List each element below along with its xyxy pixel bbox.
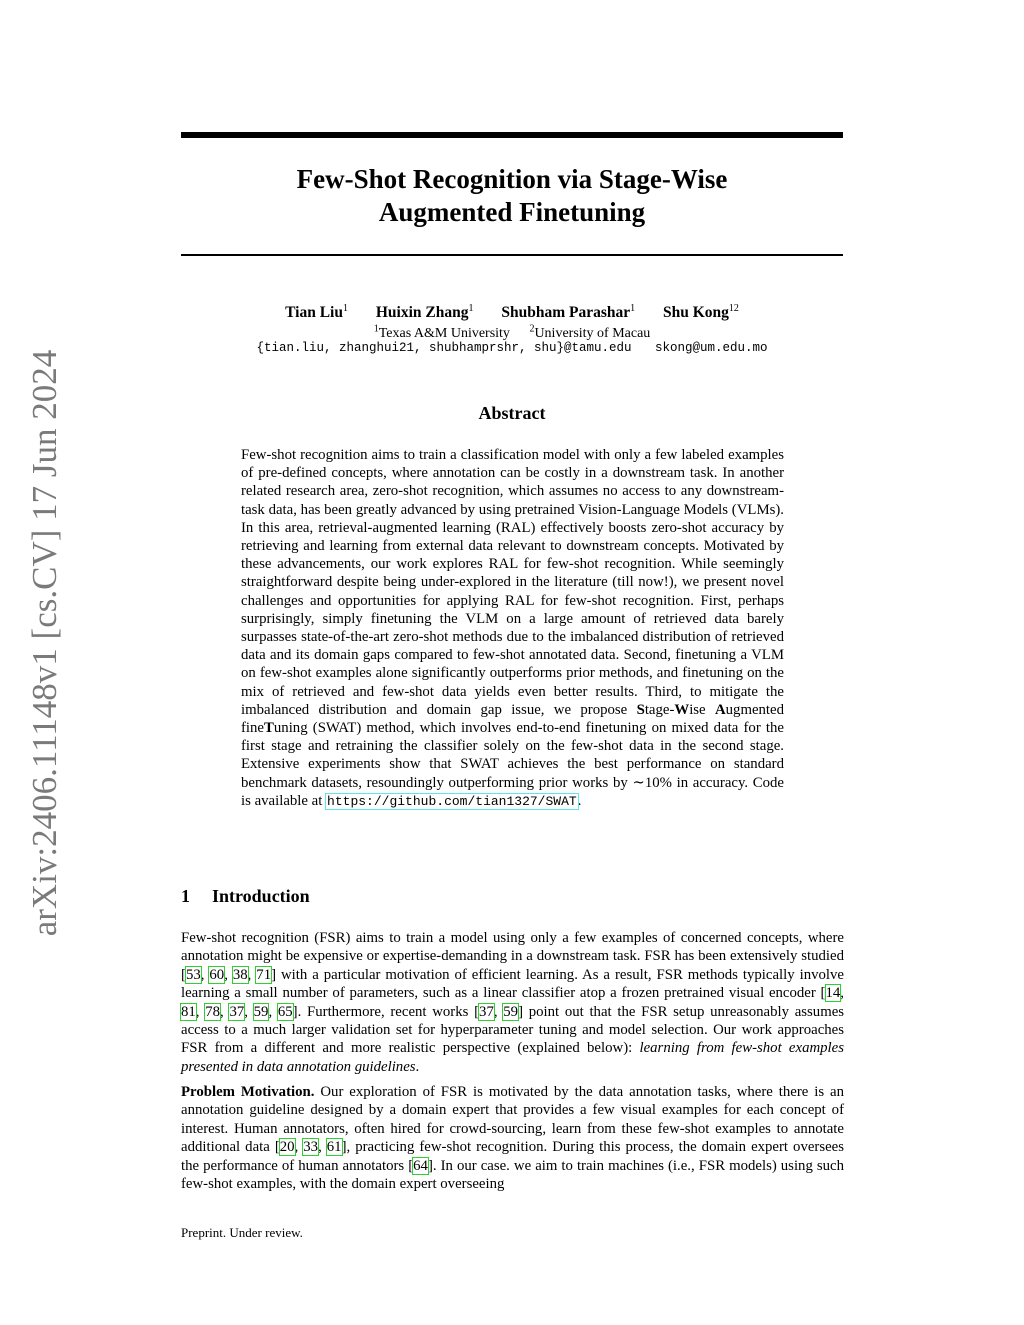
citation-link[interactable]: 33 bbox=[303, 1139, 319, 1156]
citation-link[interactable]: 59 bbox=[253, 1003, 269, 1020]
citation-link[interactable]: 59 bbox=[503, 1003, 519, 1020]
abstract-heading: Abstract bbox=[478, 403, 546, 423]
title-top-rule bbox=[181, 132, 843, 138]
title-line-2: Augmented Finetuning bbox=[378, 197, 646, 227]
title-bottom-rule bbox=[181, 254, 843, 256]
citation-link[interactable]: 60 bbox=[209, 966, 225, 983]
citation-link[interactable]: 53 bbox=[185, 966, 201, 983]
intro-paragraph: Few-shot recognition (FSR) aims to train a model using only a few examples of concerned concepts, where annotation might be expensive or expertise-demanding in a downstream task. FSR has been extensively studied [53, 60, 38, 71] with a particular motivation of efficient learning. As a result, FSR methods typically involve learning a small number of parameters, such as a linear classifier atop a frozen pretrained visual encoder [14, 81, 78, 37, 59, 65]. Furthermore, recent works [37, 59] point out that the FSR setup unreasonably assumes access to a much larger validation set for hyperparameter tuning and model selection. Our work approaches FSR from a different and more realistic perspective (explained below): learning from few-shot examples presented in data annotation guidelines. bbox=[181, 930, 845, 1075]
citation-link[interactable]: 71 bbox=[256, 966, 272, 983]
title-line-1: Few-Shot Recognition via Stage-Wise bbox=[296, 164, 728, 194]
affiliation: $^1$Texas A&M University bbox=[373, 323, 510, 341]
citation-link[interactable]: 37 bbox=[229, 1003, 245, 1020]
affiliation: $^2$University of Macau bbox=[529, 323, 651, 341]
author: Tian Liu$^1$ bbox=[285, 303, 348, 322]
citation-link[interactable]: 37 bbox=[479, 1003, 494, 1020]
code-repo-link[interactable]: https://github.com/tian1327/SWAT bbox=[327, 793, 577, 809]
citation-link[interactable]: 14 bbox=[825, 985, 841, 1002]
citation-link[interactable]: 78 bbox=[205, 1003, 221, 1020]
abstract-body: Few-shot recognition aims to train a classification model with only a few labeled examples of pre-defined concepts, where annotation can be costly in a downstream task. In another related research area, zero-shot recognition, which assumes no access to any downstream-task data, has been greatly advanced by using pretrained Vision-Language Models (VLMs). In this area, retrieval-augmented learning (RAL) effectively boosts zero-shot accuracy by retrieving and learning from external data relevant to downstream concepts. Motivated by these advancements, our work explores RAL for few-shot recognition. While seemingly straightforward despite being under-explored in the literature (till now!), we present novel challenges and opportunities for applying RAL for few-shot recognition. First, perhaps surprisingly, simply finetuning the VLM on a large amount of retrieved data barely surpasses state-of-the-art zero-shot methods due to the imbalanced distribution of retrieved data and its domain gaps compared to few-shot annotated data. Second, finetuning a VLM on few-shot examples alone significantly outperforms prior methods, and finetuning on the mix of retrieved and few-shot data yields even better results. Third, to mitigate the imbalanced distribution and domain gap issue, we propose Stage-Wise Augmented fineTuning (SWAT) method, which involves end-to-end finetuning on mixed data for the first stage and retraining the classifier solely on the few-shot data in the second stage. Extensive experiments show that SWAT achieves the best performance on standard benchmark datasets, resoundingly outperforming prior works by ∼10% in accuracy. Code is available at https://github.com/tian1327/SWAT. bbox=[241, 447, 785, 809]
citation-link[interactable]: 38 bbox=[232, 966, 248, 983]
section-heading-introduction: 1 Introduction bbox=[181, 886, 310, 906]
author: Huixin Zhang$^1$ bbox=[375, 303, 474, 322]
citation-link[interactable]: 61 bbox=[326, 1139, 342, 1156]
author-emails bbox=[181, 339, 843, 357]
email: {tian.liu, zhanghui21, shubhamprshr, shu}@tamu.edu bbox=[256, 341, 632, 355]
paragraph-lead: Problem Motivation. bbox=[181, 1084, 315, 1100]
citation-link[interactable]: 20 bbox=[279, 1139, 295, 1156]
citation-link[interactable]: 81 bbox=[181, 1003, 196, 1020]
footer-note: Preprint. Under review. bbox=[181, 1225, 303, 1240]
email: skong@um.edu.mo bbox=[655, 341, 768, 355]
citation-link[interactable]: 64 bbox=[413, 1157, 428, 1174]
paper-title bbox=[181, 163, 843, 229]
author: Shubham Parashar$^1$ bbox=[501, 303, 636, 322]
intro-paragraph: Problem Motivation. Our exploration of FSR is motivated by the data annotation tasks, where there is an annotation guideline designed by a domain expert that provides a few visual examples for each concept of interest. Human annotators, often hired for crowd-sourcing, learn from these few-shot examples to annotate additional data [20, 33, 61], practicing few-shot recognition. During this process, the domain expert oversees the performance of human annotators [64]. In our case. we aim to train machines (i.e., FSR models) using such few-shot examples, with the domain expert overseeing bbox=[181, 1084, 845, 1193]
citation-link[interactable]: 65 bbox=[277, 1003, 293, 1020]
arxiv-sidebar-stamp: arXiv:2406.11148v1 [cs.CV] 17 Jun 2024 bbox=[25, 349, 64, 937]
author: Shu Kong$^{12}$ bbox=[663, 303, 739, 322]
